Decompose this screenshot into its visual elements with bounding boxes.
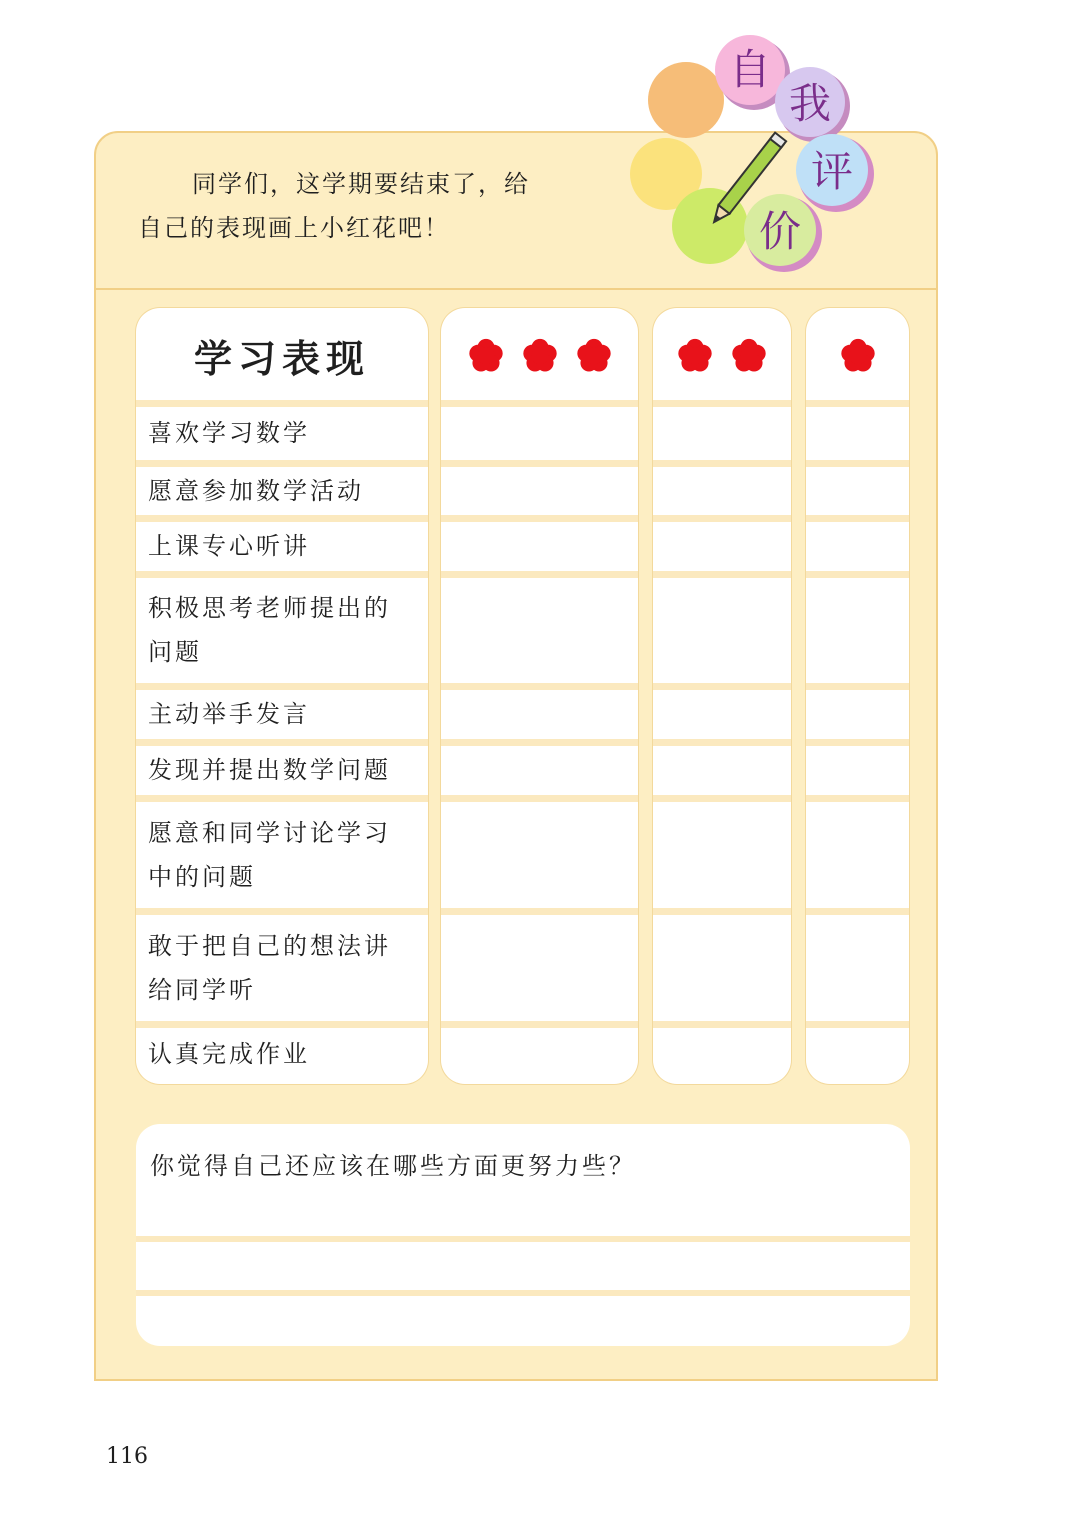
performance-item	[148, 748, 418, 792]
badge-char-jia: 价	[758, 207, 802, 256]
three-flowers-header	[441, 308, 638, 403]
writing-line	[136, 1290, 910, 1296]
performance-item-line: 认真完成作业	[148, 1040, 310, 1068]
row-separator	[806, 683, 909, 690]
row-separator	[441, 515, 638, 522]
writing-line	[136, 1236, 910, 1242]
rating-column-three[interactable]	[441, 308, 638, 1084]
performance-item-line: 中的问题	[148, 862, 256, 891]
row-separator	[806, 739, 909, 746]
self-evaluation-badge	[620, 28, 900, 278]
row-separator	[653, 460, 791, 467]
performance-item-line: 问题	[148, 638, 202, 666]
row-separator	[653, 739, 791, 746]
performance-item-line: 敢于把自己的想法讲	[148, 931, 391, 960]
row-separator	[653, 515, 791, 522]
row-separator	[806, 400, 909, 407]
red-flower-icon	[839, 337, 877, 375]
performance-item-line: 主动举手发言	[148, 700, 310, 728]
performance-item-line: 喜欢学习数学	[148, 419, 310, 447]
row-separator	[653, 908, 791, 915]
row-separator	[136, 400, 428, 407]
row-separator	[806, 460, 909, 467]
improvement-question-box[interactable]	[136, 1124, 910, 1346]
performance-item	[148, 469, 418, 513]
performance-item-line: 愿意参加数学活动	[148, 476, 364, 505]
row-separator	[806, 908, 909, 915]
performance-item-line: 给同学听	[148, 975, 256, 1004]
row-separator	[441, 460, 638, 467]
performance-item	[148, 586, 418, 674]
performance-item	[148, 692, 418, 736]
rating-column-one[interactable]	[806, 308, 909, 1084]
row-separator	[136, 460, 428, 467]
row-separator	[806, 515, 909, 522]
orange-circle	[648, 62, 724, 138]
row-separator	[806, 571, 909, 578]
card-divider	[94, 288, 938, 290]
row-separator	[653, 571, 791, 578]
row-separator	[441, 739, 638, 746]
performance-item	[148, 1032, 418, 1076]
one-flower-header	[806, 308, 909, 403]
performance-item	[148, 524, 418, 568]
row-separator	[653, 683, 791, 690]
row-separator	[653, 795, 791, 802]
row-separator	[653, 1021, 791, 1028]
row-separator	[136, 515, 428, 522]
red-flower-icon	[575, 337, 613, 375]
intro-line-2: 自己的表现画上小红花吧！	[138, 214, 450, 242]
performance-item-line: 愿意和同学讨论学习	[148, 818, 391, 847]
red-flower-icon	[521, 337, 559, 375]
page-number: 116	[106, 1444, 148, 1469]
row-separator	[136, 683, 428, 690]
performance-item-line: 发现并提出数学问题	[148, 756, 391, 784]
performance-item	[148, 411, 418, 455]
row-separator	[441, 1021, 638, 1028]
row-separator	[136, 1021, 428, 1028]
performance-item-line: 积极思考老师提出的	[148, 594, 391, 622]
badge-char-ping: 评	[810, 147, 854, 196]
performance-header	[136, 308, 428, 403]
badge-char-zi: 自	[728, 45, 772, 94]
row-separator	[441, 683, 638, 690]
performance-column	[136, 308, 428, 1084]
row-separator	[441, 400, 638, 407]
two-flowers-header	[653, 308, 791, 403]
red-flower-icon	[467, 337, 505, 375]
row-separator	[441, 571, 638, 578]
row-separator	[441, 908, 638, 915]
intro-text	[138, 162, 618, 250]
performance-item	[148, 811, 418, 899]
red-flower-icon	[730, 337, 768, 375]
row-separator	[136, 739, 428, 746]
performance-item-line: 上课专心听讲	[148, 532, 310, 560]
row-separator	[136, 908, 428, 915]
rating-column-two[interactable]	[653, 308, 791, 1084]
row-separator	[806, 795, 909, 802]
performance-item	[148, 924, 418, 1012]
row-separator	[653, 400, 791, 407]
row-separator	[806, 1021, 909, 1028]
row-separator	[136, 571, 428, 578]
improvement-question: 你觉得自己还应该在哪些方面更努力些？	[150, 1152, 636, 1180]
row-separator	[136, 795, 428, 802]
red-flower-icon	[676, 337, 714, 375]
performance-header-label: 学习表现	[193, 336, 370, 381]
badge-char-wo: 我	[788, 79, 832, 128]
row-separator	[441, 795, 638, 802]
intro-line-1: 同学们，这学期要结束了，给	[192, 170, 530, 198]
